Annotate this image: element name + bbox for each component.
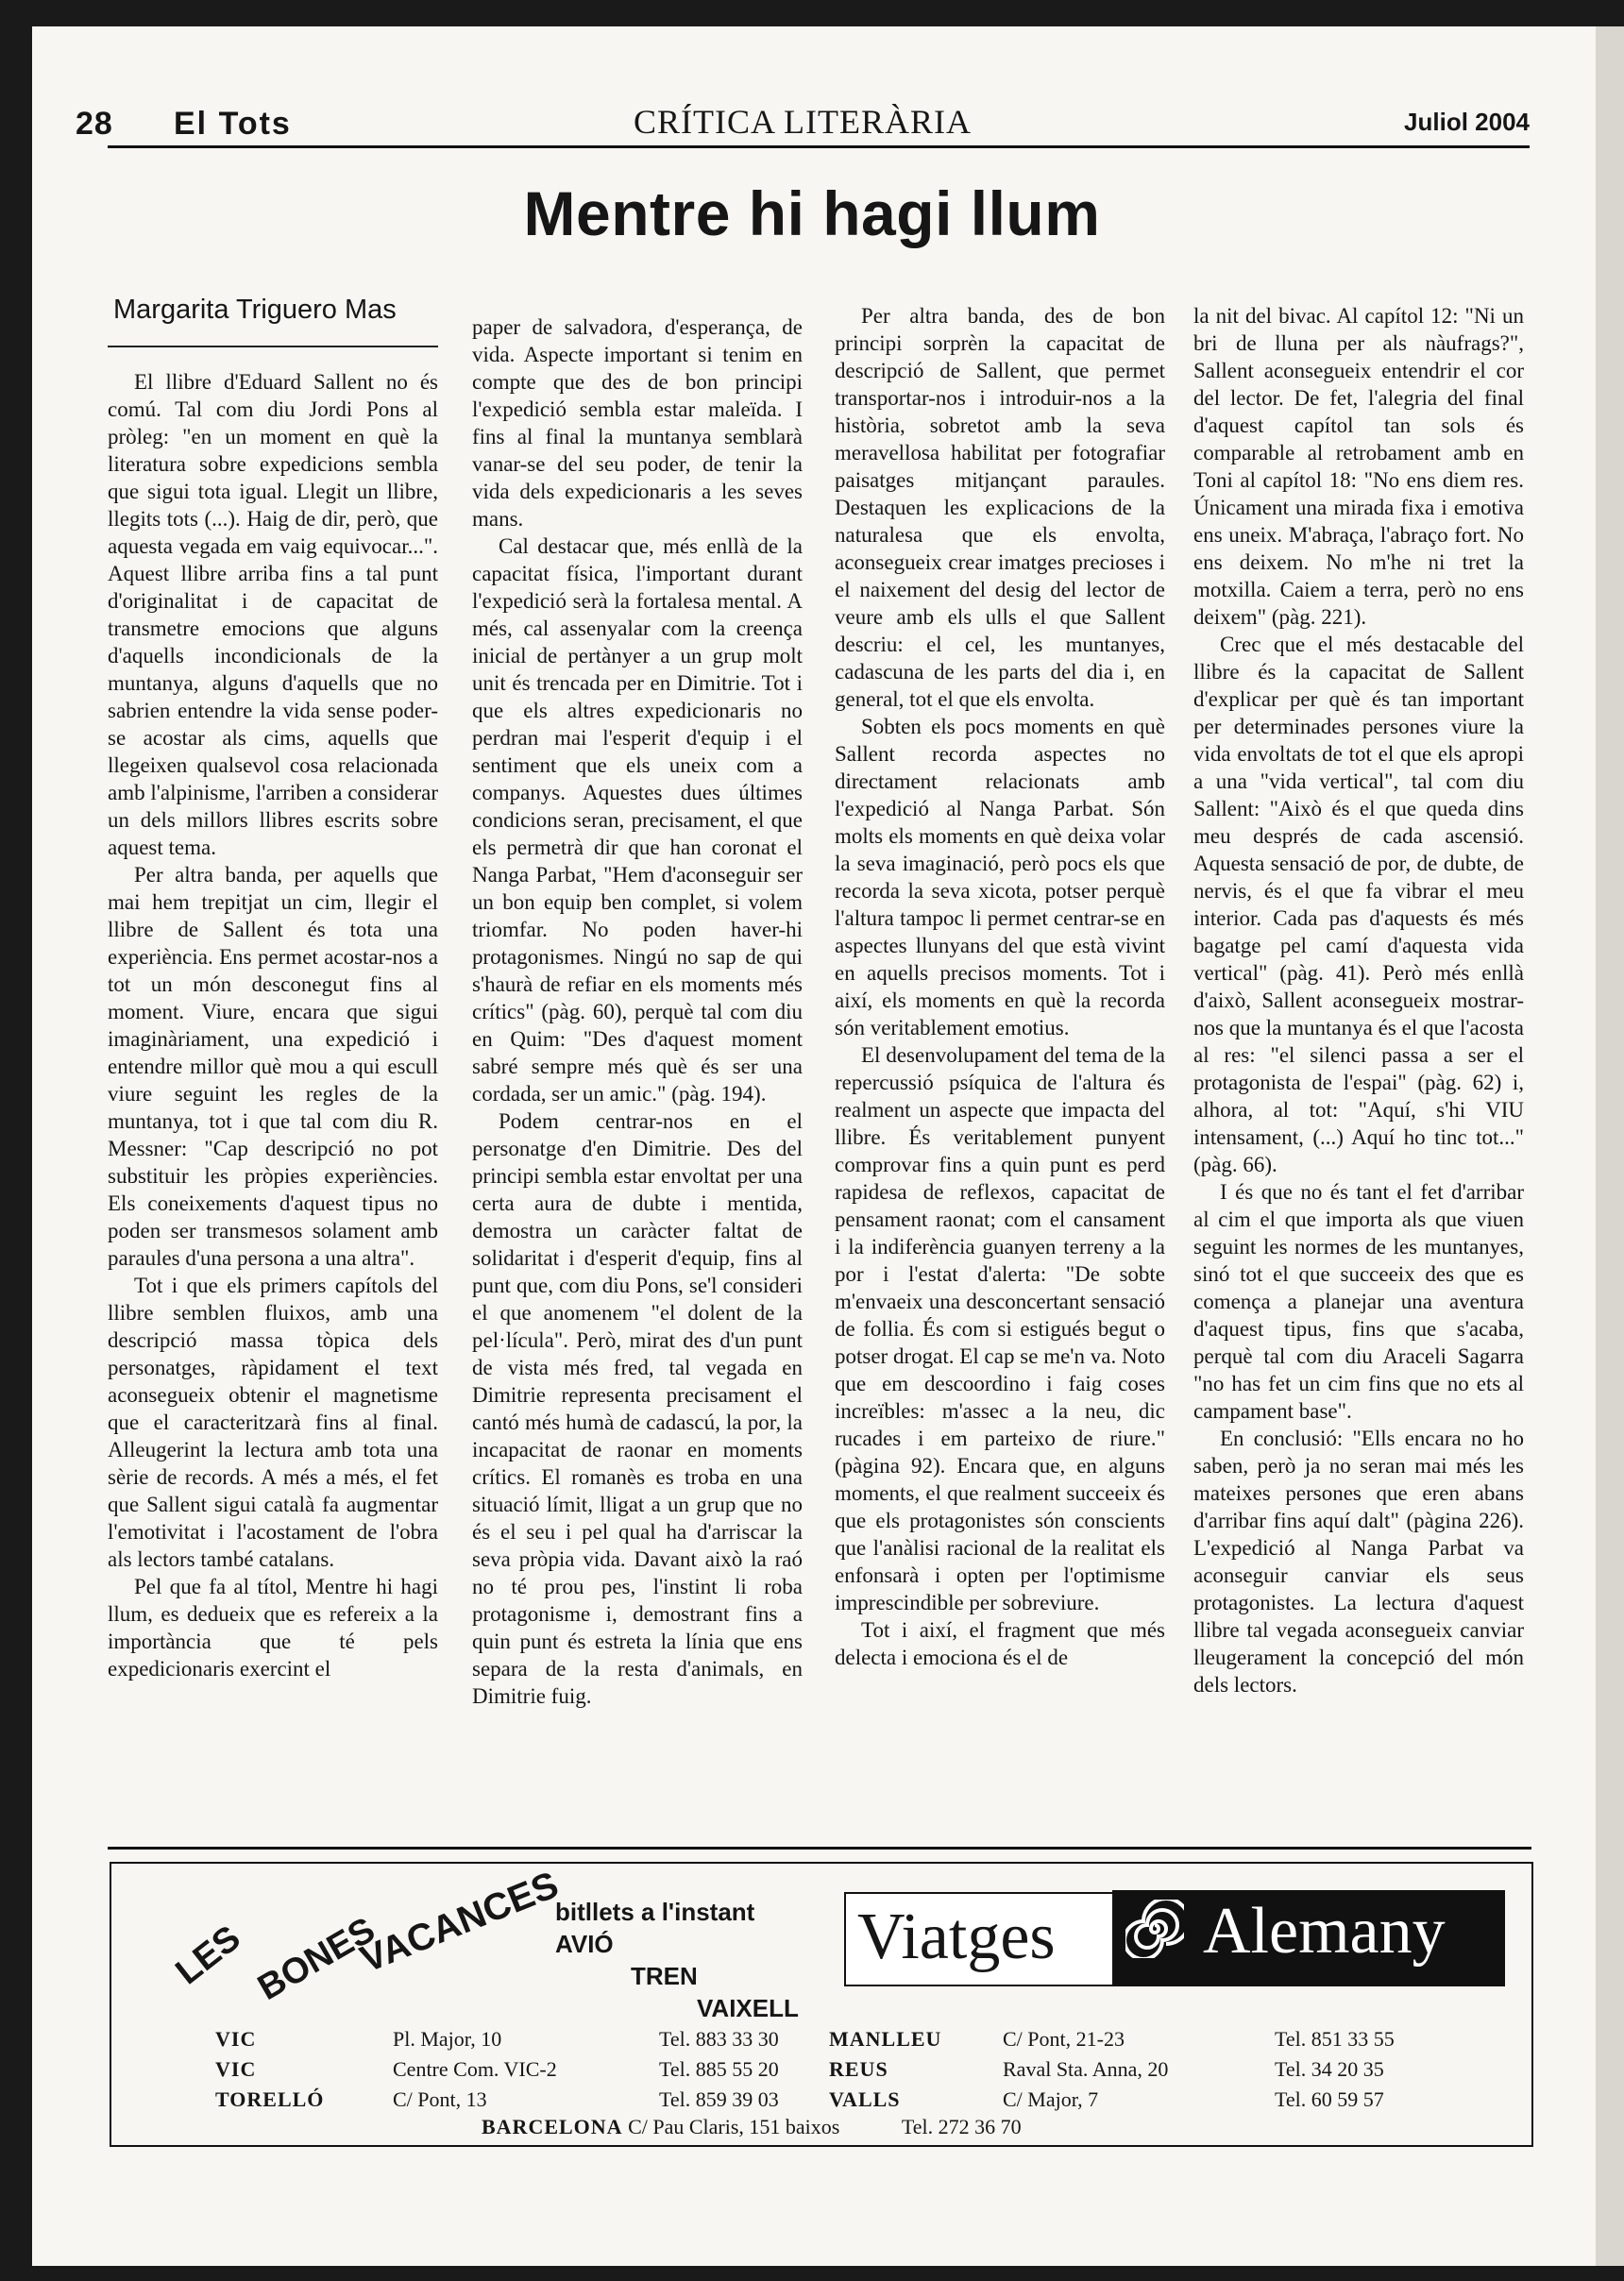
office-phone: Tel. 859 39 03 [659, 2087, 779, 2111]
page-number: 28 [76, 106, 113, 142]
page-header [76, 76, 1530, 151]
spiral-icon [1125, 1900, 1184, 1973]
ticket-line: VAIXELL [697, 1994, 799, 2022]
article-author: Margarita Triguero Mas [113, 295, 397, 325]
paragraph: Podem centrar-nos en el personatge d'en Dimitrie. Des del principi sembla estar envoltat per una certa aura de dubte i mentida, demostra un caràcter faltat de solidaritat i d'esperit d'equip, fins al punt que, com diu Pons, se'l consideri el que anomenem "el dolent de la pel·lícula". Però, mirat des d'un punt de vista més fred, tal vegada en Dimitrie representa precisament el cantó més humà de cadascú, la por, la incapacitat de raonar en moments crítics. El romanès es troba en una situació límit, lligat a un grup que no és el seu i pel qual ha d'arriscar la seva pròpia vida. Davant això la raó no té prou pes, l'instint li roba protagonisme i, demostrant fins a quin punt és estreta la línia que ens separa de la resta d'animals, en Dimitrie fuig. [472, 1109, 803, 1708]
paragraph: Crec que el més destacable del llibre és la capacitat de Sallent d'explicar per què és tan important per determinades persones viure la vida envoltats de tot el que els apropi a una "vida vertical", tal com diu Sallent: "Això és el que queda dins meu després de cada ascensió. Aquesta sensació de por, de dubte, de nervis, és el que fa vibrar el meu interior. Cada pas d'aquests és més bagatge pel camí d'aquesta vida vertical" (pàg. 41). Però més enllà d'això, Sallent aconsegueix mostrar-nos que la muntanya és el que l'acosta al res: "el silenci passa a ser el protagonista de l'espai" (pàg. 62) i, alhora, al tot: "Aquí, s'hi VIU intensament, (...) Aquí ho tinc tot..." (pàg. 66). [1193, 633, 1524, 1176]
paragraph: Pel que fa al títol, Mentre hi hagi llum, es dedueix que es refereix a la importància que té pels expedicionaris exercint el [108, 1575, 438, 1681]
ad-brand-logo [140, 1864, 565, 2009]
page-edge [1596, 26, 1624, 2266]
office-phone: Tel. 34 20 35 [1275, 2057, 1384, 2081]
issue-date: Juliol 2004 [1404, 108, 1530, 136]
agency-word-alemany: Alemany [1203, 1895, 1446, 1968]
agency-name-box [1112, 1890, 1505, 1985]
ticket-line: bitllets a l'instant [555, 1898, 755, 1926]
paragraph: Tot i així, el fragment que més delecta i emociona és el de [835, 1618, 1165, 1669]
office-address: Pl. Major, 10 [393, 2027, 502, 2051]
office-phone: Tel. 883 33 30 [659, 2027, 779, 2051]
office-cities-left [215, 2024, 324, 2115]
paragraph: paper de salvadora, d'esperança, de vida. Aspecte important si tenim en compte que des de bon principi l'expedició sembla estar maleïda. I fins al final la muntanya semblarà vanar-se del seu poder, de tenir la vida dels expedicionaris a les seves mans. [472, 315, 803, 531]
office-city: VALLS [829, 2087, 901, 2111]
brand-word-bones: BONES [251, 1910, 382, 2009]
paragraph: El desenvolupament del tema de la repercussió psíquica de l'altura és realment un aspecte que impacta del llibre. És veritablement punyent comprovar fins a quin punt es perd rapidesa de reflexos, capacitat de pensament raonat; com el cansament i la indiferència guanyen terreny a la por i l'estat d'alerta: "De sobte m'envaeix una desconcertant sensació de follia. És com si estigués begut o potser drogat. El cap se me'n va. Noto que em descoordino i faig coses increïbles: m'assec a la neu, dic rucades i em parteixo de riure." (pàgina 92). Encara que, en alguns moments, el que realment succeeix és que els protagonistes són conscients que l'anàlisi racional de la realitat els enfonsarà i opten per l'optimisme imprescindible per sobreviure. [835, 1043, 1165, 1614]
text-column-3 [835, 302, 1165, 1756]
brand-word-vacances: VACANCES [354, 1864, 565, 1981]
office-city: VIC [215, 2057, 257, 2081]
office-addresses-left [393, 2024, 557, 2115]
text-column-2 [472, 313, 803, 1767]
paragraph: Per altra banda, per aquells que mai hem trepitjat un cim, llegir el llibre de Sallent és tota una experiència. Ens permet acostar-nos a tot un món desconegut fins al moment. Viure, encara que sigui imaginàriament, una expedició i entendre millor què mou a qui escull viure seguint les regles de la muntanya, tot i que tal com diu R. Messner: "Cap descripció no pot substituir les pròpies experiències. Els coneixements d'aquest tipus no poden ser transmesos solament amb paraules d'una persona a una altra". [108, 863, 438, 1270]
office-city: MANLLEU [829, 2027, 942, 2051]
text-column-1 [108, 368, 438, 1822]
office-city: VIC [215, 2027, 257, 2051]
footer-rule [108, 1847, 1531, 1850]
ticket-services [555, 1896, 838, 2024]
office-phone: Tel. 272 36 70 [901, 2115, 1022, 2138]
office-city: REUS [829, 2057, 888, 2081]
brand-word-les: LES [168, 1918, 248, 1993]
magazine-name: El Tots [174, 106, 292, 142]
office-barcelona [482, 2115, 1022, 2139]
office-address: C/ Pont, 13 [393, 2087, 487, 2111]
office-address: Centre Com. VIC-2 [393, 2057, 557, 2081]
office-address: C/ Pont, 21-23 [1003, 2027, 1125, 2051]
section-title: CRÍTICA LITERÀRIA [634, 103, 972, 141]
agency-word-viatges: Viatges [857, 1901, 1056, 1973]
office-address: C/ Major, 7 [1003, 2087, 1099, 2111]
office-phone: Tel. 885 55 20 [659, 2057, 779, 2081]
paragraph: Cal destacar que, més enllà de la capacitat física, l'important durant l'expedició serà la fortalesa mental. A més, cal assenyalar com la creença inicial de pertànyer a un grup molt unit és trencada per en Dimitrie. Tot i que els altres expedicionaris no perdran mai l'esperit d'equip i el sentiment que els uneix com a companys. Aquestes dues últimes condicions seran, precisament, el que els permetrà dir que han coronat el Nanga Parbat, "Hem d'aconseguir ser un bon equip ben complet, si volem triomfar. No poden haver-hi protagonismes. Ningú no sap de qui s'haurà de refiar en els moments més crítics" (pàg. 60), perquè tal com diu en Quim: "Des d'aquest moment sabré sempre més què és ser una cordada, ser un amic." (pàg. 194). [472, 534, 803, 1106]
paragraph: la nit del bivac. Al capítol 12: "Ni un bri de lluna per als nàufrags?", Sallent aconsegueix entendrir el cor del lector. De fet, l'alegria del final d'aquest capítol tan sols és comparable al retrobament amb en Toni al capítol 18: "No ens diem res. Únicament una mirada fixa i emotiva ens uneix. M'abraça, l'abraço fort. No ens deixem. No m'he ni tret la motxilla. Caiem a terra, però no ens deixem" (pàg. 221). [1193, 304, 1524, 629]
office-city: TORELLÓ [215, 2087, 325, 2111]
ticket-line: TREN [631, 1962, 698, 1990]
paragraph: En conclusió: "Ells encara no ho saben, però ja no seran mai més les mateixes persones que eren abans d'arribar fins aquí dalt" (pàgina 226). L'expedició al Nanga Parbat va aconseguir canviar els seus protagonistes. La lectura d'aquest llibre tal vegada aconsegueix canviar lleugerament la concepció del món dels lectors. [1193, 1427, 1524, 1697]
office-address: C/ Pau Claris, 151 baixos [628, 2115, 840, 2138]
office-phones-left [659, 2024, 779, 2115]
paragraph: Per altra banda, des de bon principi sorprèn la capacitat de descripció de Sallent, que permet transportar-nos i introduir-nos a la història, sobretot amb la seva meravellosa habilitat per fotografiar paisatges mitjançant paraules. Destaquen les explicacions de la naturalesa que els envolta, aconsegueix crear imatges precioses i el naixement del desig del lector de veure amb els ulls el que Sallent descriu: el cel, les muntanyes, cadascuna de les parts del dia i, en general, tot el que els envolta. [835, 304, 1165, 711]
office-cities-right [829, 2024, 941, 2115]
article-title: Mentre hi hagi llum [523, 178, 1101, 248]
paragraph: El llibre d'Eduard Sallent no és comú. Tal com diu Jordi Pons al pròleg: "en un moment en què la literatura sobre expedicions sembla que sigui tota igual. Llegit un llibre, llegits tots (...). Haig de dir, però, que aquesta vegada em vaig equivocar...". Aquest llibre arriba fins a tal punt d'originalitat i de capacitat de transmetre emocions que alguns d'aquells incondicionals de la muntanya, alguns d'aquells que no sabrien entendre la vida sense poder-se acostar als cims, aquells que llegeixen qualsevol cosa relacionada amb l'alpinisme, l'arriben a considerar un dels millors llibres escrits sobre aquest tema. [108, 370, 438, 859]
header-rule [108, 145, 1530, 148]
office-city: BARCELONA [482, 2115, 623, 2138]
office-addresses-right [1003, 2024, 1168, 2115]
author-rule [108, 346, 438, 347]
office-phone: Tel. 851 33 55 [1275, 2027, 1395, 2051]
travel-agency-ad [110, 1862, 1533, 2147]
agency-logo [844, 1892, 1505, 1986]
paragraph: Tot i que els primers capítols del llibre semblen fluixos, amb una descripció massa tòpica dels personatges, ràpidament el text aconsegueix obtenir el magnetisme que el caracteritzarà fins al final. Alleugerint la lectura amb tota una sèrie de records. A més a més, el fet que Sallent sigui català fa augmentar l'emotivitat i l'acostament de l'obra als lectors també catalans. [108, 1274, 438, 1571]
paragraph: Sobten els pocs moments en què Sallent recorda aspectes no directament relacionats amb l'expedició al Nanga Parbat. Són molts els moments en què deixa volar la seva imaginació, però pocs els que recorda la seva xicota, potser perquè l'altura tampoc li permet centrar-se en aspectes llunyans del que està vivint en aquells precisos moments. Tot i així, els moments en què la recorda són veritablement emotius. [835, 715, 1165, 1039]
office-phones-right [1275, 2024, 1395, 2115]
paragraph: I és que no és tant el fet d'arribar al cim el que importa als que viuen seguint les normes de les muntanyes, sinó tot el que succeeix des que es comença a planejar una aventura d'aquest tipus, fins que s'acaba, perquè tal com diu Araceli Sagarra "no has fet un cim fins que no ets al campament base". [1193, 1180, 1524, 1423]
ticket-line: AVIÓ [555, 1930, 614, 1958]
office-phone: Tel. 60 59 57 [1275, 2087, 1384, 2111]
text-column-4 [1193, 302, 1524, 1756]
office-address: Raval Sta. Anna, 20 [1003, 2057, 1169, 2081]
